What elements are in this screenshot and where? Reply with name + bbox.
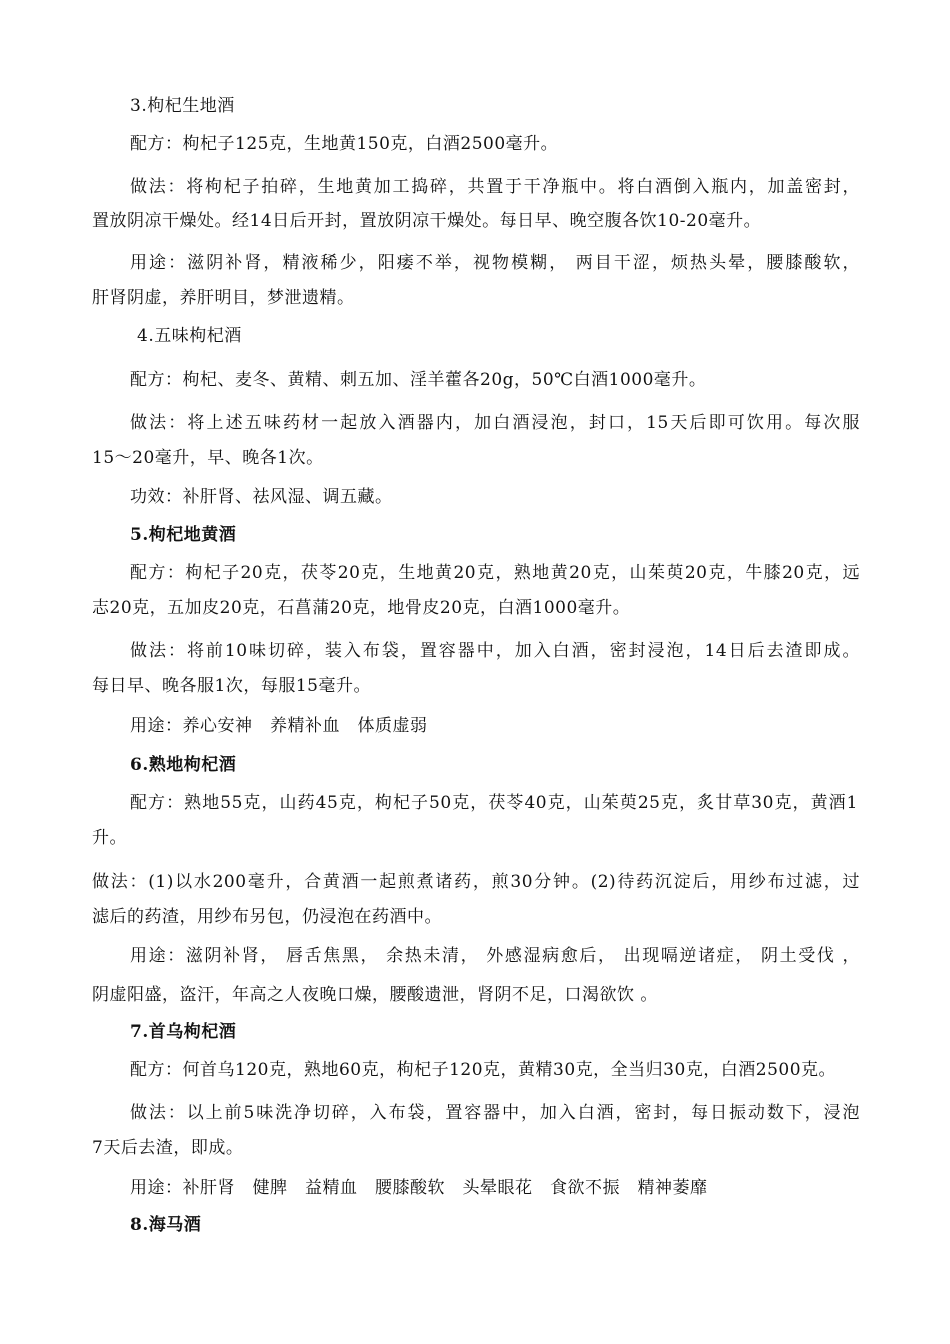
- usage-3-line-2: 肝肾阴虚，养肝明目，梦泄遗精。: [92, 288, 355, 308]
- method-6-line-1: 做法：(1)以水200毫升，合黄酒一起煎煮诸药，煎30分钟。(2)待药沉淀后，用纱布过滤，过: [92, 872, 860, 892]
- formula-3: 配方：枸杞子125克，生地黄150克，白酒2500毫升。: [130, 134, 559, 154]
- section-title-3: 3.枸杞生地酒: [130, 96, 235, 116]
- section-title-8: 8.海马酒: [130, 1215, 202, 1235]
- formula-6-line-1: 配方：熟地55克，山药45克，枸杞子50克，茯苓40克，山茱萸25克，炙甘草30克，黄酒1: [130, 793, 858, 813]
- usage-7: 用途：补肝肾 健脾 益精血 腰膝酸软 头晕眼花 食欲不振 精神萎靡: [130, 1178, 708, 1198]
- usage-4: 功效：补肝肾、祛风湿、调五藏。: [130, 487, 393, 507]
- section-title-5: 5.枸杞地黄酒: [130, 525, 237, 545]
- section-title-7: 7.首乌枸杞酒: [130, 1022, 237, 1042]
- method-3-line-1: 做法：将枸杞子拍碎，生地黄加工捣碎，共置于干净瓶中。将白酒倒入瓶内，加盖密封，: [130, 177, 860, 197]
- formula-5-line-2: 志20克，五加皮20克，石菖蒲20克，地骨皮20克，白酒1000毫升。: [92, 598, 631, 618]
- usage-5: 用途：养心安神 养精补血 体质虚弱: [130, 716, 428, 736]
- section-title-6: 6.熟地枸杞酒: [130, 755, 237, 775]
- usage-3-line-1: 用途：滋阴补肾，精液稀少，阳痿不举，视物模糊， 两目干涩，烦热头晕，腰膝酸软，: [130, 253, 860, 273]
- formula-4: 配方：枸杞、麦冬、黄精、刺五加、淫羊藿各20g，50℃白酒1000毫升。: [130, 370, 707, 390]
- usage-6-line-2: 阴虚阳盛，盗汗，年高之人夜晚口燥，腰酸遗泄，肾阴不足，口渴欲饮 。: [92, 985, 658, 1005]
- formula-5-line-1: 配方：枸杞子20克，茯苓20克，生地黄20克，熟地黄20克，山茱萸20克，牛膝20克，远: [130, 563, 860, 583]
- method-7-line-2: 7天后去渣，即成。: [92, 1138, 244, 1158]
- usage-6-line-1: 用途：滋阴补肾， 唇舌焦黑， 余热未清， 外感湿病愈后， 出现嗝逆诸症， 阴土受伐 ，: [130, 946, 860, 966]
- method-3-line-2: 置放阴凉干燥处。经14日后开封，置放阴凉干燥处。每日早、晚空腹各饮10-20毫升。: [92, 211, 762, 231]
- method-4-line-1: 做法：将上述五味药材一起放入酒器内，加白酒浸泡，封口，15天后即可饮用。每次服: [130, 413, 860, 433]
- method-6-line-2: 滤后的药渣，用纱布另包，仍浸泡在药酒中。: [92, 907, 442, 927]
- section-title-4: 4.五味枸杞酒: [137, 326, 242, 346]
- formula-7: 配方：何首乌120克，熟地60克，枸杞子120克，黄精30克，全当归30克，白酒2500克。: [130, 1060, 837, 1080]
- method-4-line-2: 15～20毫升，早、晚各1次。: [92, 448, 324, 468]
- method-5-line-2: 每日早、晚各服1次，每服15毫升。: [92, 676, 371, 696]
- method-5-line-1: 做法：将前10味切碎，装入布袋，置容器中，加入白酒，密封浸泡，14日后去渣即成。: [130, 641, 860, 661]
- method-7-line-1: 做法：以上前5味洗净切碎，入布袋，置容器中，加入白酒，密封，每日振动数下，浸泡: [130, 1103, 860, 1123]
- formula-6-line-2: 升。: [92, 828, 127, 848]
